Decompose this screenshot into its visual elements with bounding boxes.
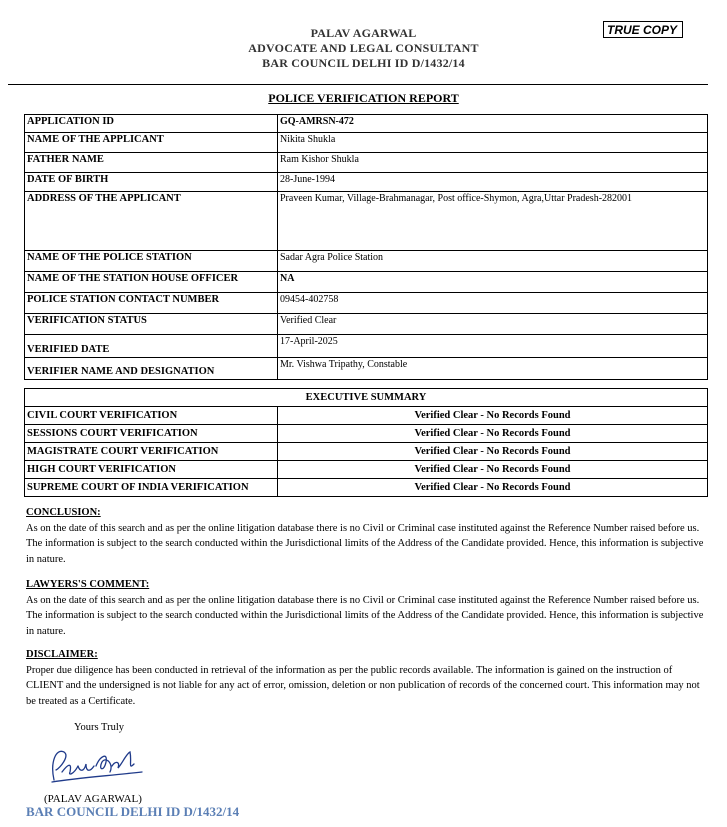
advocate-title: ADVOCATE AND LEGAL CONSULTANT: [248, 41, 479, 55]
header-divider: [8, 84, 708, 85]
detail-value: Ram Kishor Shukla: [278, 153, 708, 173]
court-label: MAGISTRATE COURT VERIFICATION: [25, 443, 278, 461]
advocate-bar-id: BAR COUNCIL DELHI ID D/1432/14: [262, 56, 465, 70]
detail-value: Nikita Shukla: [278, 133, 708, 153]
table-row: [25, 461, 708, 479]
conclusion-text: As on the date of this search and as per the online litigation database there is no Civil or Criminal case instituted against the Reference Number raised before us. The information is subject to the search conducted within the Jurisdictional limits of the Address of the Candidate provided. Hence, this information is subjective in nature.: [26, 522, 704, 565]
detail-value: Praveen Kumar, Village-Brahmanagar, Post office-Shymon, Agra,Uttar Pradesh-282001: [278, 192, 708, 251]
detail-label: POLICE STATION CONTACT NUMBER: [25, 293, 278, 314]
court-result: Verified Clear - No Records Found: [278, 479, 708, 497]
detail-value: 09454-402758: [278, 293, 708, 314]
table-row: [25, 389, 708, 407]
detail-value: Mr. Vishwa Tripathy, Constable: [278, 358, 708, 380]
table-row: [25, 335, 708, 358]
court-label: CIVIL COURT VERIFICATION: [25, 407, 278, 425]
lawyers-comment-text: As on the date of this search and as per the online litigation database there is no Civil or Criminal case instituted against the Reference Number raised before us. The information is subject to the search conducted within the Jurisdictional limits of the Address of the Candidate provided. Hence, this information is subjective in nature.: [26, 594, 704, 637]
table-row: [25, 192, 708, 251]
signatory-bar-id: BAR COUNCIL DELHI ID D/1432/14: [26, 804, 240, 819]
conclusion-heading: CONCLUSION:: [26, 507, 101, 518]
table-row: [25, 407, 708, 425]
disclaimer-text: Proper due diligence has been conducted in retrieval of the information as per the public records available. The information is gained on the instruction of CLIENT and the undersigned is not liable for any act of error, omission, deletion or non publication of records of the concerned court. This information may not be treated as a Certificate.: [26, 664, 700, 707]
detail-label: NAME OF THE STATION HOUSE OFFICER: [25, 272, 278, 293]
report-title: POLICE VERIFICATION REPORT: [268, 91, 459, 105]
advocate-name: PALAV AGARWAL: [310, 26, 417, 40]
court-result: Verified Clear - No Records Found: [278, 443, 708, 461]
table-row: [25, 443, 708, 461]
signatory-name: (PALAV AGARWAL): [44, 793, 142, 805]
table-row: [25, 251, 708, 272]
court-result: Verified Clear - No Records Found: [278, 425, 708, 443]
detail-label: APPLICATION ID: [25, 115, 278, 133]
detail-label: DATE OF BIRTH: [25, 173, 278, 192]
table-row: [25, 358, 708, 380]
detail-value: 28-June-1994: [278, 173, 708, 192]
disclaimer-heading: DISCLAIMER:: [26, 649, 98, 660]
detail-value: GQ-AMRSN-472: [278, 115, 708, 133]
detail-label: FATHER NAME: [25, 153, 278, 173]
salutation: Yours Truly: [74, 722, 125, 733]
detail-label: NAME OF THE APPLICANT: [25, 133, 278, 153]
table-row: [25, 272, 708, 293]
table-row: [25, 115, 708, 133]
detail-value: Sadar Agra Police Station: [278, 251, 708, 272]
detail-label: VERIFICATION STATUS: [25, 314, 278, 335]
court-result: Verified Clear - No Records Found: [278, 407, 708, 425]
executive-summary-title: EXECUTIVE SUMMARY: [25, 389, 708, 407]
lawyers-comment-section: [26, 577, 706, 639]
table-row: [25, 314, 708, 335]
court-label: HIGH COURT VERIFICATION: [25, 461, 278, 479]
true-copy-stamp: TRUE COPY: [603, 21, 683, 38]
table-row: [25, 479, 708, 497]
court-result: Verified Clear - No Records Found: [278, 461, 708, 479]
disclaimer-section: [26, 647, 706, 709]
table-row: [25, 425, 708, 443]
detail-label: VERIFIER NAME AND DESIGNATION: [25, 358, 278, 380]
detail-label: ADDRESS OF THE APPLICANT: [25, 192, 278, 251]
table-row: [25, 173, 708, 192]
table-row: [25, 153, 708, 173]
court-label: SUPREME COURT OF INDIA VERIFICATION: [25, 479, 278, 497]
details-table: [24, 114, 708, 380]
court-label: SESSIONS COURT VERIFICATION: [25, 425, 278, 443]
lawyers-comment-heading: LAWYERS'S COMMENT:: [26, 579, 150, 590]
table-row: [25, 133, 708, 153]
table-row: [25, 293, 708, 314]
detail-label: NAME OF THE POLICE STATION: [25, 251, 278, 272]
detail-value: Verified Clear: [278, 314, 708, 335]
executive-summary-table: [24, 388, 708, 497]
detail-value: NA: [278, 272, 708, 293]
signature-image: [46, 742, 146, 788]
conclusion-section: [26, 505, 706, 567]
detail-label: VERIFIED DATE: [25, 335, 278, 358]
detail-value: 17-April-2025: [278, 335, 708, 358]
